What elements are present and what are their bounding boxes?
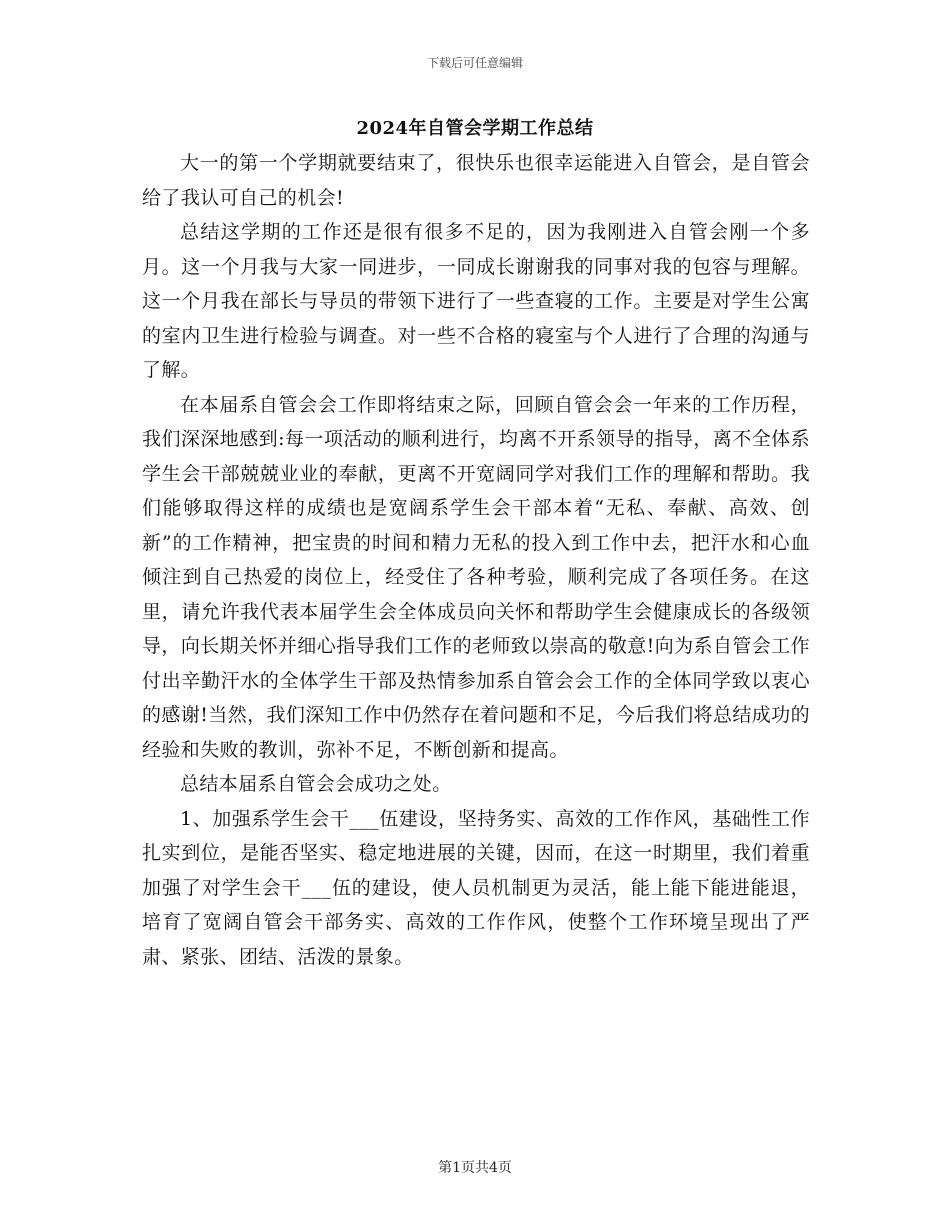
page-number: 第1页共4页 xyxy=(438,1160,512,1176)
page-header-note: 下载后可任意编辑 xyxy=(426,56,523,70)
document-title: 2024年自管会学期工作总结 xyxy=(356,118,594,139)
document-body xyxy=(142,146,810,974)
paragraph-review: 在本届系自管会会工作即将结束之际，回顾自管会会一年来的工作历程，我们深深地感到:每一项活动的顺利进行，均离不开系领导的指导，离不全体系学生会干部兢兢业业的奉献，更离不开宽阔同学对我们工作的理解和帮助。我们能够取得这样的成绩也是宽阔系学生会干部本着“无私、奉献、高效、创新”的工作精神，把宝贵的时间和精力无私的投入到工作中去，把汗水和心血倾注到自己热爱的岗位上，经受住了各种考验，顺利完成了各项任务。在这里，请允许我代表本届学生会全体成员向关怀和帮助学生会健康成长的各级领导，向长期关怀并细心指导我们工作的老师致以崇高的敬意!向为系自管会工作付出辛勤汗水的全体学生干部及热情参加系自管会会工作的全体同学致以衷心的感谢!当然，我们深知工作中仍然存在着问题和不足，今后我们将总结成功的经验和失败的教训，弥补不足，不断创新和提高。 xyxy=(142,393,810,761)
paragraph-point-1: 1、加强系学生会干___伍建设，坚持务实、高效的工作作风，基础性工作扎实到位，是能否坚实、稳定地进展的关键，因而，在这一时期里，我们着重加强了对学生会干___伍的建设，使人员机制更为灵活，能上能下能进能退，培育了宽阔自管会干部务实、高效的工作作风，使整个工作环境呈现出了严肃、紧张、团结、活泼的景象。 xyxy=(142,807,810,968)
paragraph-success-heading: 总结本届系自管会会成功之处。 xyxy=(180,773,452,795)
paragraph-intro: 大一的第一个学期就要结束了，很快乐也很幸运能进入自管会，是自管会给了我认可自己的机会! xyxy=(142,152,810,209)
paragraph-work-summary: 总结这学期的工作还是很有很多不足的，因为我刚进入自管会刚一个多月。这一个月我与大家一同进步，一同成长谢谢我的同事对我的包容与理解。这一个月我在部长与导员的带领下进行了一些查寝的工作。主要是对学生公寓的室内卫生进行检验与调查。对一些不合格的寝室与个人进行了合理的沟通与了解。 xyxy=(142,221,810,381)
